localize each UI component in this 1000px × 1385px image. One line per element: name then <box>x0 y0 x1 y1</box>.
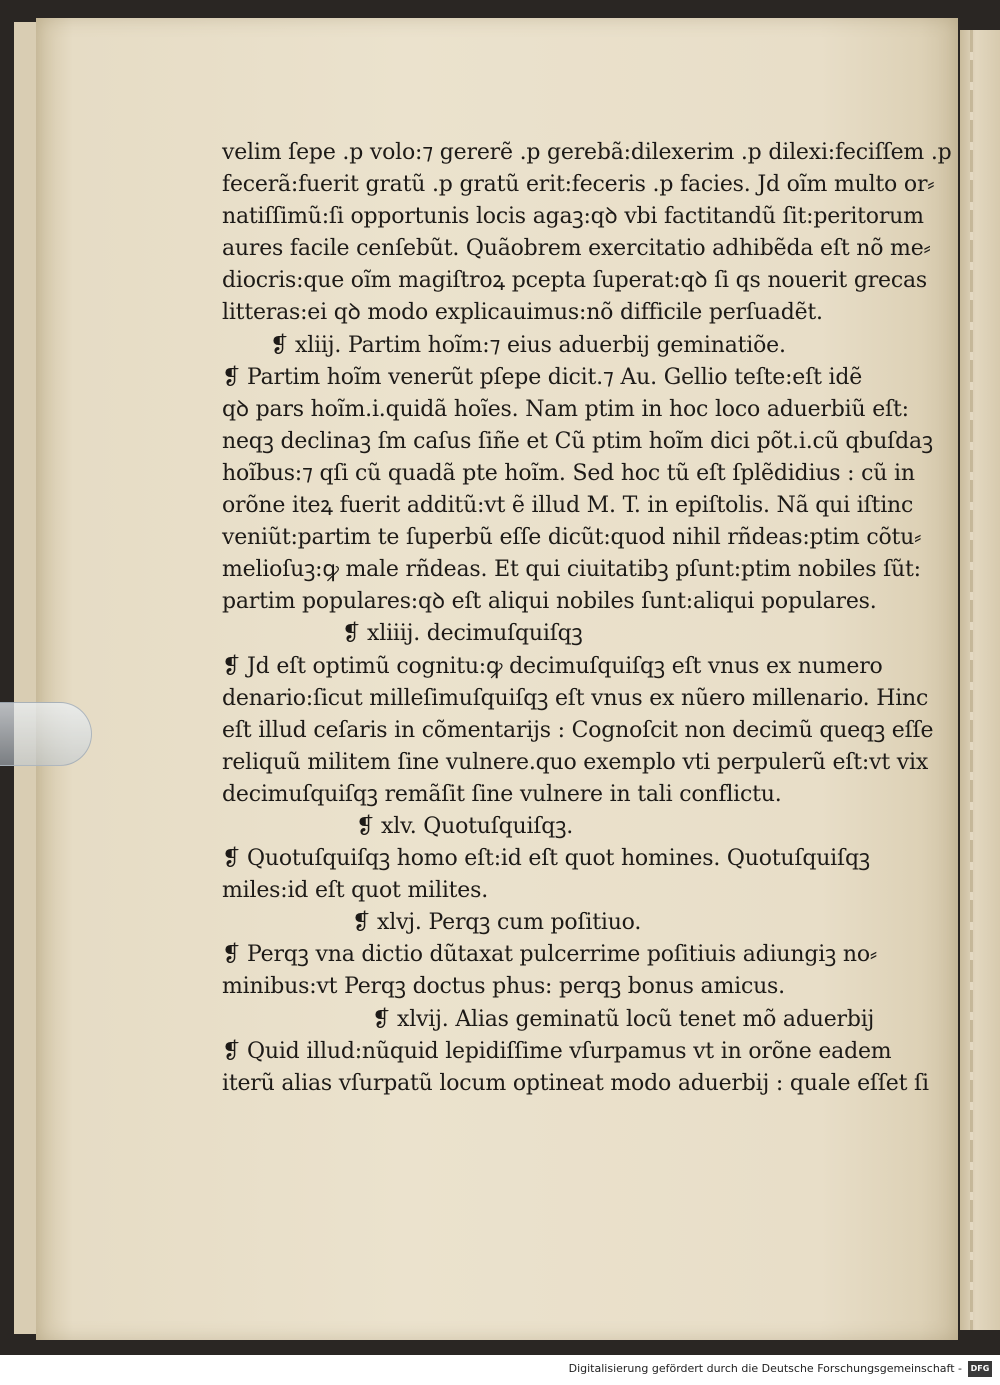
text-line: aures facile cenſebũt. Quãobrem exercitatio adhibẽda eſt nõ me⸗ <box>222 236 931 262</box>
text-line: eſt illud ceſaris in cõmentarijs : Cognoſcit non decimũ queqꝫ eſſe <box>222 717 934 743</box>
text-line: ❡ xlvj. Perqꝫ cum poſitiuo. <box>352 910 642 936</box>
text-line: reliquũ militem ſine vulnere.quo exemplo vti perpulerũ eſt:vt vix <box>222 749 929 775</box>
page-text-block <box>222 137 952 1100</box>
text-line: decimuſquiſqꝫ remãſit ſine vulnere in tali conflictu. <box>222 781 782 807</box>
text-line: veniũt:partim te ſuperbũ eſſe dicũt:quod nihil rñdeas:ptim cõtu⸗ <box>222 525 922 551</box>
text-line: iterũ alias vſurpatũ locum optineat modo aduerbij : quale eſſet ſi <box>222 1070 929 1096</box>
text-line: partim populares:qꝺ eſt aliqui nobiles ſunt:aliqui populares. <box>222 589 877 615</box>
text-line: ❡ Quotuſquiſqꝫ homo eſt:id eſt quot homines. Quotuſquiſqꝫ <box>222 846 870 872</box>
page-holder-clip <box>0 702 92 766</box>
text-line: ❡ xliiij. decimuſquiſqꝫ <box>342 621 583 647</box>
text-line: fecerã:fuerit gratũ .p gratũ erit:feceris .p facies. Jd oĩm multo or⸗ <box>222 172 935 198</box>
text-line: minibus:vt Perqꝫ doctus phus: perqꝫ bonus amicus. <box>222 974 785 1000</box>
dfg-logo-icon: DFG <box>968 1361 992 1377</box>
footer-bar <box>0 1355 1000 1385</box>
text-line: neqꝫ declinaꝫ ſm caſus ſiñe et Cũ ptim hoĩm dici põt.i.cũ qbuſdaꝫ <box>222 428 933 454</box>
text-line: litteras:ei qꝺ modo explicauimus:nõ difficile perſuadẽt. <box>222 300 823 326</box>
text-line: velim ſepe .p volo:⁊ gererẽ .p gerebã:dilexerim .p dilexi:feciſſem .p <box>222 140 952 165</box>
text-line: ❡ Perqꝫ vna dictio dũtaxat pulcerrime poſitiuis adiungiꝫ no⸗ <box>222 942 878 968</box>
text-line: ❡ Partim hoĩm venerũt pſepe dicit.⁊ Au. Gellio teſte:eſt idẽ <box>222 364 863 390</box>
funding-credit: Digitalisierung gefördert durch die Deutsche Forschungsgemeinschaft - <box>568 1362 962 1375</box>
text-line: ❡ Quid illud:nũquid lepidiſſime vſurpamus vt in orõne eadem <box>222 1038 892 1064</box>
text-line: orõne iteꝝ fuerit additũ:vt ẽ illud M. T. in epiſtolis. Nã qui iſtinc <box>222 493 914 519</box>
text-line: hoĩbus:⁊ qſi cũ quadã pte hoĩm. Sed hoc tũ eſt ſplẽdidius : cũ in <box>222 460 915 486</box>
text-line: denario:ſicut milleſimuſquiſqꝫ eſt vnus ex nũero millenario. Hinc <box>222 685 929 711</box>
text-line: ❡ Jd eſt optimũ cognitu:ꝙ decimuſquiſqꝫ eſt vnus ex numero <box>222 653 883 679</box>
facing-page-edge <box>960 30 1000 1330</box>
text-line: qꝺ pars hoĩm.i.quidã hoĩes. Nam ptim in hoc loco aduerbiũ eſt: <box>222 396 909 422</box>
text-line: ❡ xliij. Partim hoĩm:⁊ eius aduerbij geminatiõe. <box>270 332 786 358</box>
binding-thread <box>970 30 973 1330</box>
text-line: miles:id eſt quot milites. <box>222 878 489 904</box>
text-line: natiſſimũ:ſi opportunis locis agaꝫ:qꝺ vbi factitandũ ſit:peritorum <box>222 204 924 230</box>
text-line: diocris:que oĩm magiſtroꝝ pcepta ſuperat:qꝺ ſi qs nouerit grecas <box>222 268 927 294</box>
text-line: melioſuꝫ:ꝙ male rñdeas. Et qui ciuitatibꝫ pſunt:ptim nobiles ſũt: <box>222 557 921 583</box>
text-line: ❡ xlvij. Alias geminatũ locũ tenet mõ aduerbij <box>372 1006 875 1032</box>
text-line: ❡ xlv. Quotuſquiſqꝫ. <box>356 813 574 839</box>
